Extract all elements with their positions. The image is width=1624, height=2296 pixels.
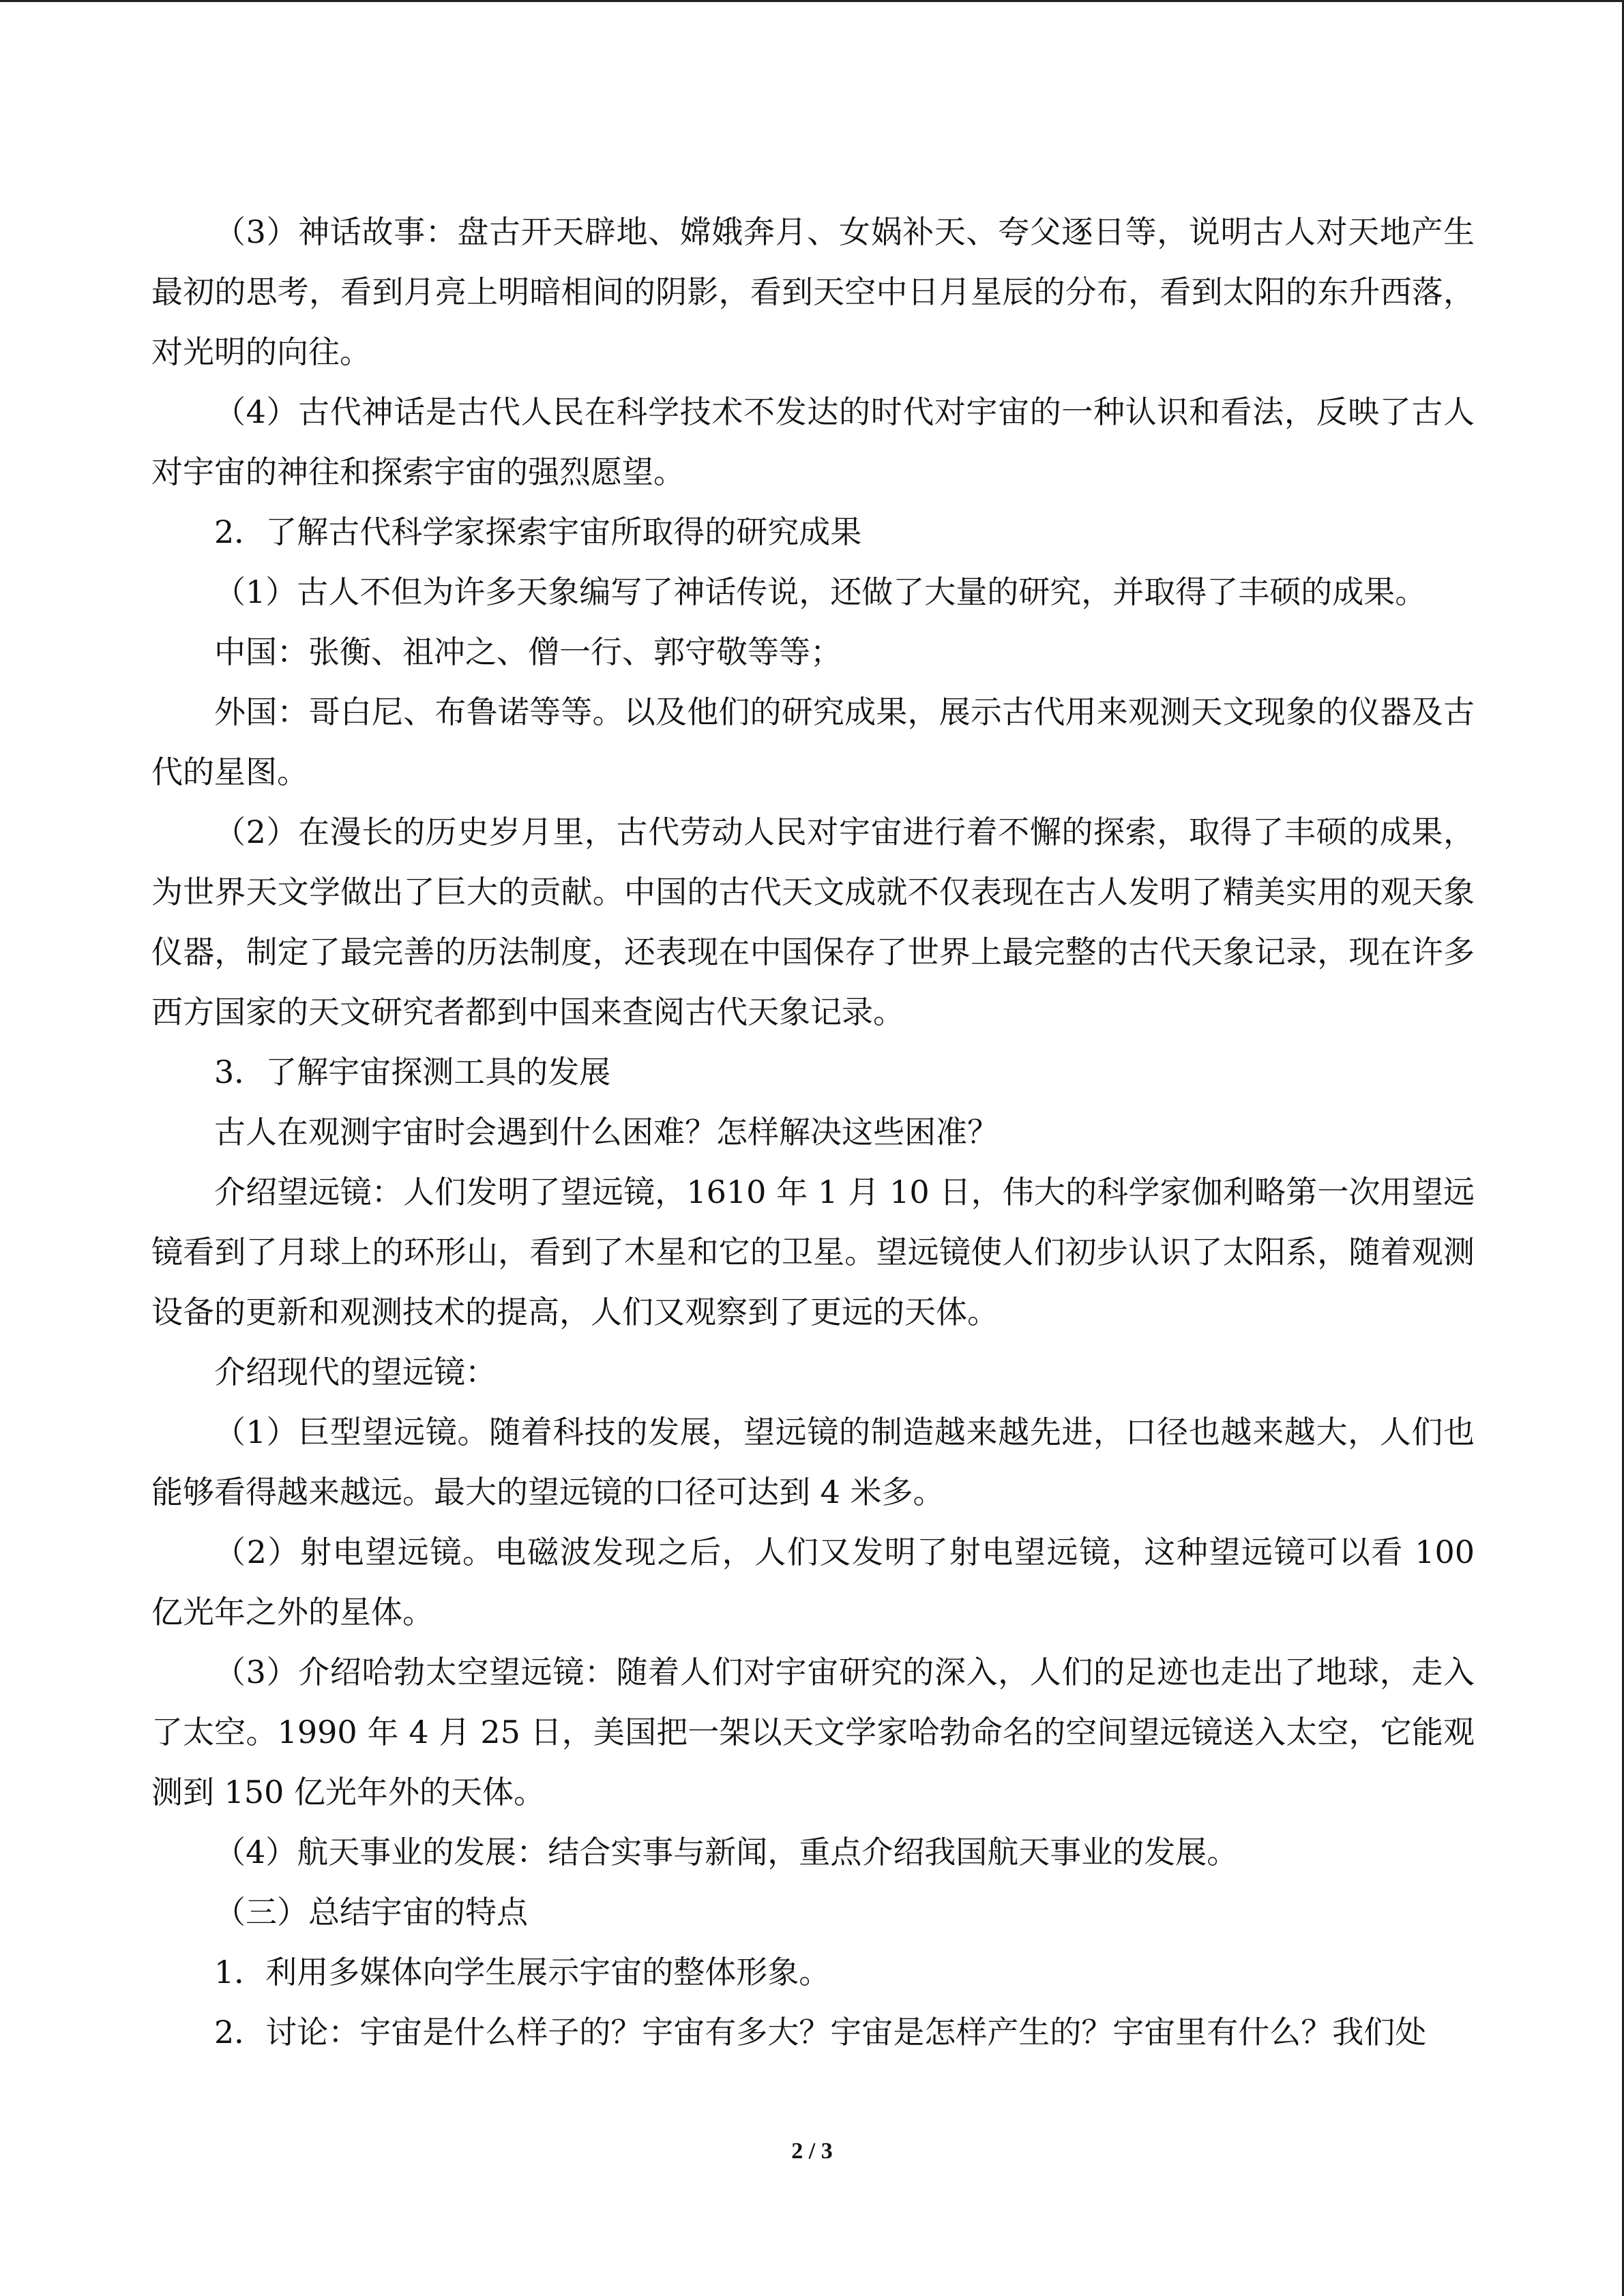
paragraph-ancient-achievements: （2）在漫长的历史岁月里，古代劳动人民对宇宙进行着不懈的探索，取得了丰硕的成果，为世界天文学做出了巨大的贡献。中国的古代天文成就不仅表现在古人发明了精美实用的观天象仪器，制定了最完善的历法制度，还表现在中国保存了世界上最完整的古代天象记录，现在许多西方国家的天文研究者都到中国来查阅古代天象记录。 [151,814,1475,1030]
paragraph-radio-telescope: （2）射电望远镜。电磁波发现之后，人们又发明了射电望远镜，这种望远镜可以看 100 亿光年之外的星体。 [151,1534,1475,1630]
paragraph-observation-question: 古人在观测宇宙时会遇到什么困难？怎样解决这些困准？ [214,1114,999,1150]
paragraph-discussion: 2．讨论：宇宙是什么样子的？宇宙有多大？宇宙是怎样产生的？宇宙里有什么？我们处 [214,2014,1427,2051]
heading-detection-tools: 3．了解宇宙探测工具的发展 [214,1054,611,1090]
heading-summary: （三）总结宇宙的特点 [214,1894,528,1930]
page-number: 2 / 3 [791,2138,833,2164]
paragraph-giant-telescope: （1）巨型望远镜。随着科技的发展，望远镜的制造越来越先进，口径也越来越大，人们也能够看得越来越远。最大的望远镜的口径可达到 4 米多。 [151,1414,1475,1510]
paragraph-foreign-scientists: 外国：哥白尼、布鲁诺等等。以及他们的研究成果，展示古代用来观测天文现象的仪器及古代的星图。 [151,694,1475,790]
paragraph-multimedia: 1．利用多媒体向学生展示宇宙的整体形象。 [214,1954,831,1991]
paragraph-aerospace: （4）航天事业的发展：结合实事与新闻，重点介绍我国航天事业的发展。 [214,1834,1239,1870]
paragraph-telescope-intro: 介绍望远镜：人们发明了望远镜，1610 年 1 月 10 日，伟大的科学家伽利略第一次用望远镜看到了月球上的环形山，看到了木星和它的卫星。望远镜使人们初步认识了太阳系，随着观测设备的更新和观测技术的提高，人们又观察到了更远的天体。 [151,1174,1475,1330]
paragraph-ancient-myths-meaning: （4）古代神话是古代人民在科学技术不发达的时代对宇宙的一种认识和看法，反映了古人对宇宙的神往和探索宇宙的强烈愿望。 [151,393,1475,490]
paragraph-modern-telescopes: 介绍现代的望远镜： [214,1354,497,1390]
paragraph-myth-stories: （3）神话故事：盘古开天辟地、嫦娥奔月、女娲补天、夸父逐日等，说明古人对天地产生最初的思考，看到月亮上明暗相间的阴影，看到天空中日月星辰的分布，看到太阳的东升西落，对光明的向往。 [151,213,1475,370]
paragraph-china-scientists: 中国：张衡、祖冲之、僧一行、郭守敬等等； [214,633,842,670]
paragraph-ancient-research: （1）古人不但为许多天象编写了神话传说，还做了大量的研究，并取得了丰硕的成果。 [214,573,1427,610]
page-top-border [0,0,1624,2]
heading-ancient-scientists: 2．了解古代科学家探索宇宙所取得的研究成果 [214,513,862,550]
paragraph-hubble-telescope: （3）介绍哈勃太空望远镜：随着人们对宇宙研究的深入，人们的足迹也走出了地球，走入了太空。1990 年 4 月 25 日，美国把一架以天文学家哈勃命名的空间望远镜送入太空，它能观测到 150 亿光年外的天体。 [151,1654,1475,1810]
document-body [151,202,1475,2062]
